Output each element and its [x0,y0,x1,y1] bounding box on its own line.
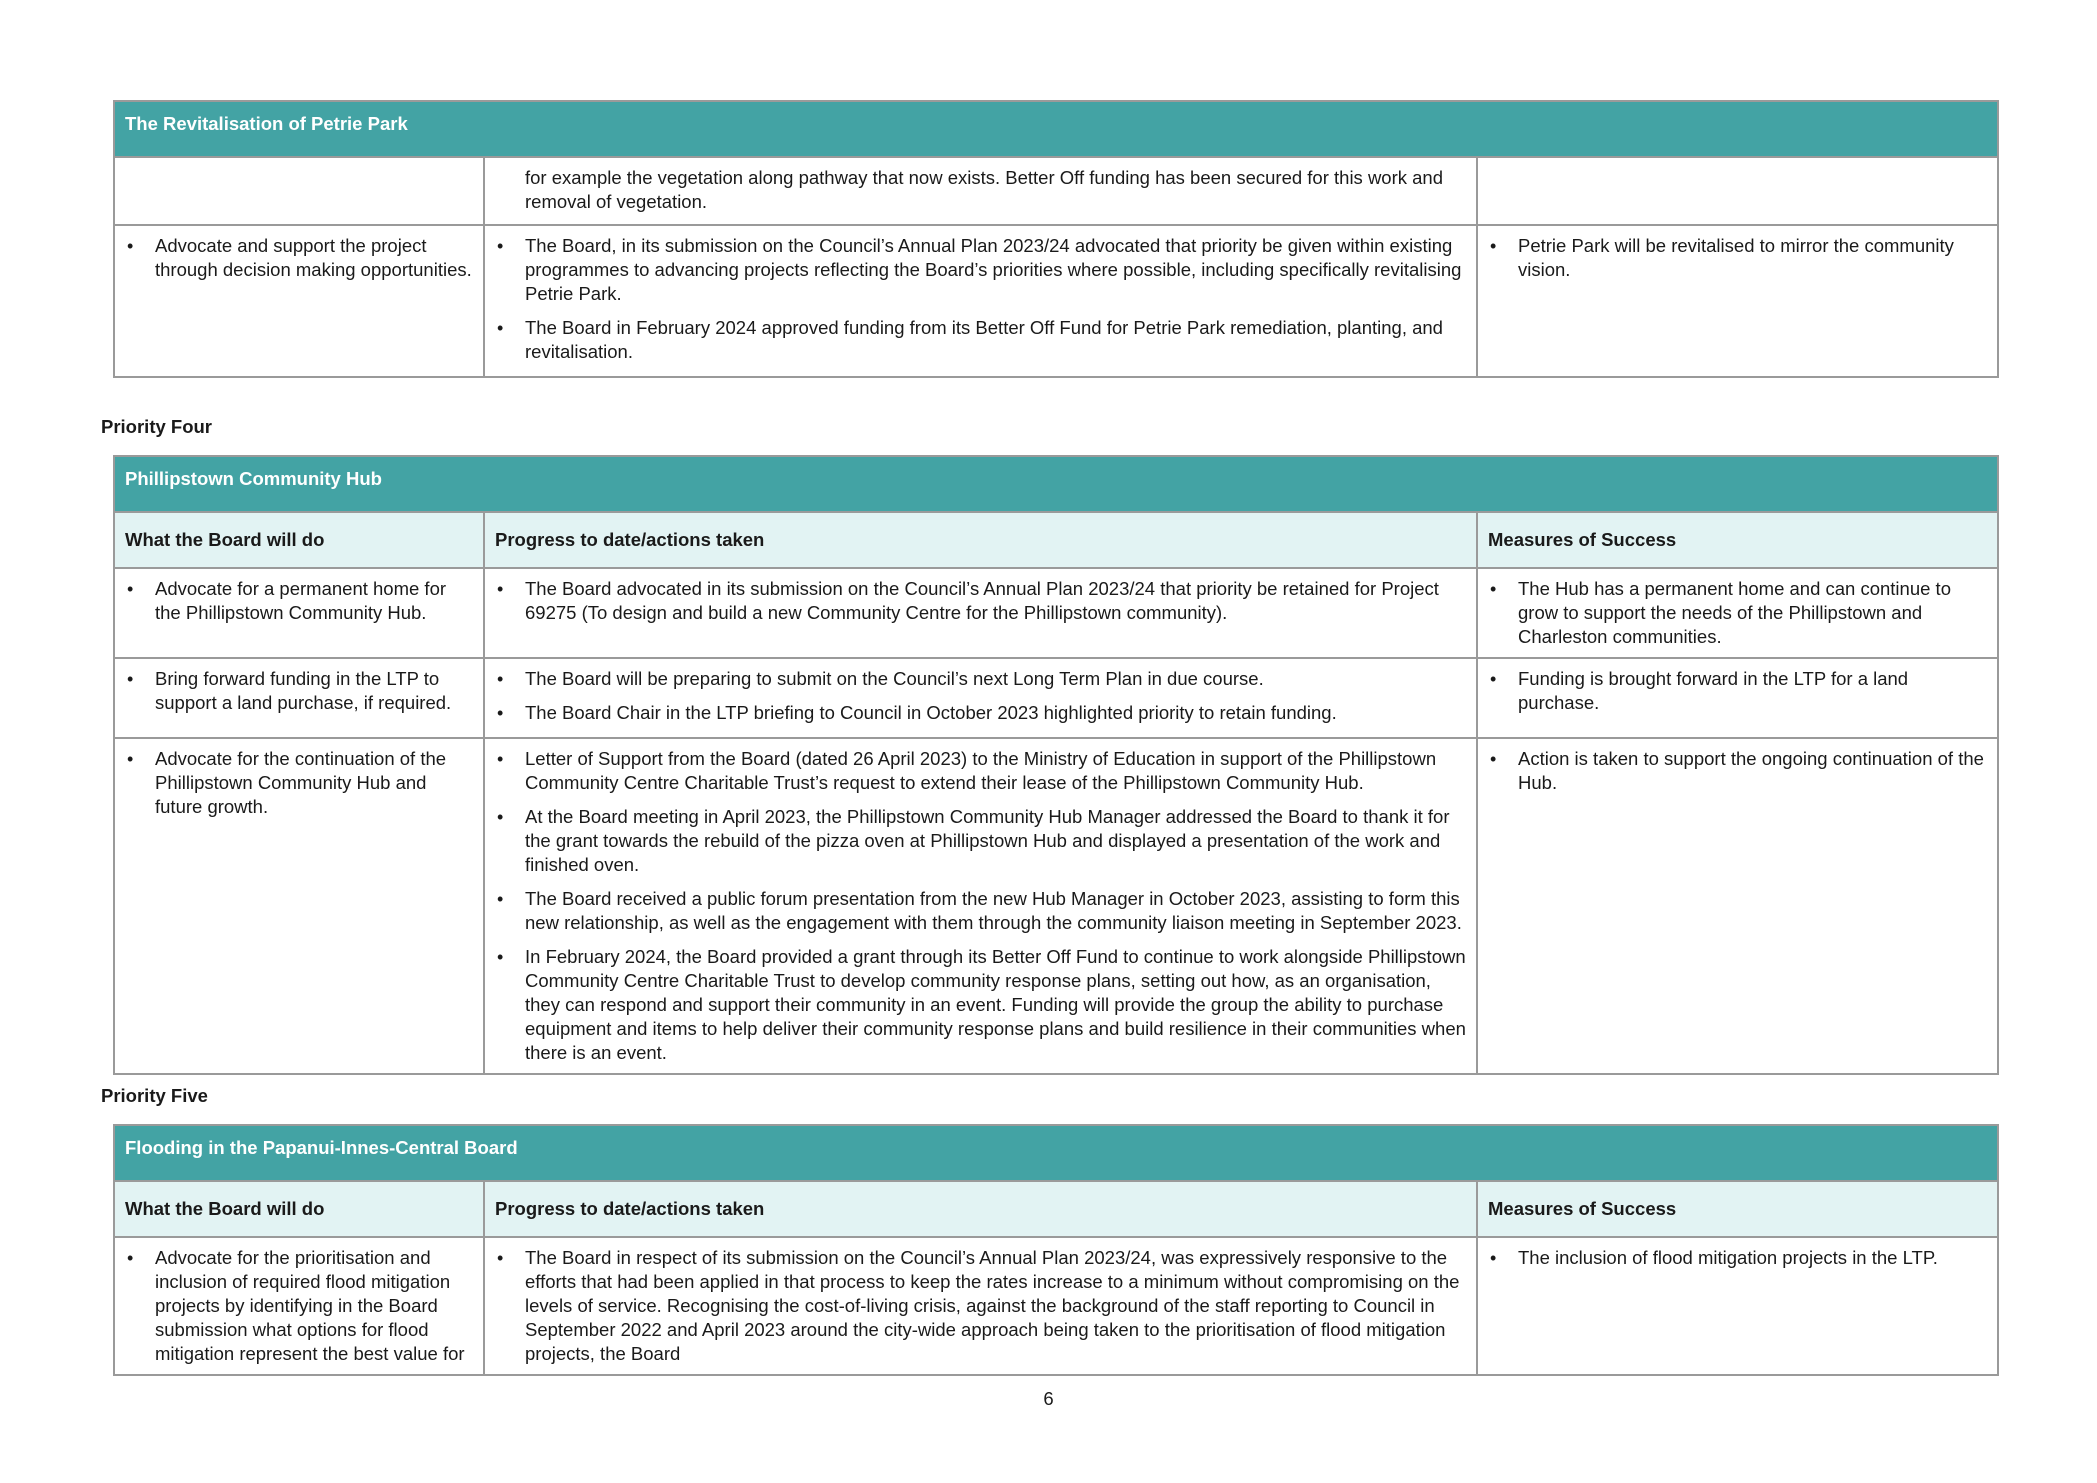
table-row [114,1237,1998,1375]
column-header: Progress to date/actions taken [484,512,1477,568]
table-row [114,738,1998,1074]
board-action-cell [114,738,484,1074]
progress-cell [484,568,1477,658]
flooding-table [113,1124,1999,1376]
list-item: • The Board advocated in its submission on the Council’s Annual Plan 2023/24 that priority be retained for Project 69275 (To design and build a new Community Centre for the Phillipstown community). [525,577,1466,625]
table-row [114,658,1998,738]
measures-cell [1477,225,1998,377]
list-item: • The Board Chair in the LTP briefing to Council in October 2023 highlighted priority to retain funding. [525,701,1466,725]
list-item: • The Board in February 2024 approved funding from its Better Off Fund for Petrie Park remediation, planting, and revitalisation. [525,316,1466,364]
list-item: • Action is taken to support the ongoing continuation of the Hub. [1518,747,1987,795]
table-title: Phillipstown Community Hub [114,456,1998,512]
list-item: • Advocate for the continuation of the Phillipstown Community Hub and future growth. [155,747,473,819]
list-item: • Advocate and support the project through decision making opportunities. [155,234,473,282]
board-action-cell [114,658,484,738]
list-item: • The Hub has a permanent home and can continue to grow to support the needs of the Phillipstown and Charleston communities. [1518,577,1987,649]
column-header: What the Board will do [114,512,484,568]
list-item: • Advocate for a permanent home for the Phillipstown Community Hub. [155,577,473,625]
list-item: • In February 2024, the Board provided a grant through its Better Off Fund to continue to work alongside Phillipstown Community Centre Charitable Trust to develop community response plans, setting out how, as an organisation, they can respond and support their community in an event. Funding will provide the group the ability to purchase equipment and items to help deliver their community response plans and build resilience in their communities when there is an event. [525,945,1466,1065]
list-item: • Bring forward funding in the LTP to support a land purchase, if required. [155,667,473,715]
list-item: • The Board will be preparing to submit on the Council’s next Long Term Plan in due course. [525,667,1466,691]
list-item: • The Board in respect of its submission on the Council’s Annual Plan 2023/24, was expressively responsive to the efforts that had been applied in that process to keep the rates increase to a minimum without compromising on the levels of service. Recognising the cost-of-living crisis, against the background of the staff reporting to Council in September 2022 and April 2023 around the city-wide approach being taken to the prioritisation of flood mitigation projects, the Board [525,1246,1466,1366]
column-header: What the Board will do [114,1181,484,1237]
table-row [114,157,1998,225]
phillipstown-hub-table [113,455,1999,1075]
progress-cell [484,1237,1477,1375]
list-item: • The inclusion of flood mitigation projects in the LTP. [1518,1246,1987,1270]
measures-cell [1477,738,1998,1074]
list-item: • The Board received a public forum presentation from the new Hub Manager in October 2023, assisting to form this new relationship, as well as the engagement with them through the community liaison meeting in September 2023. [525,887,1466,935]
priority-heading: Priority Five [101,1085,208,1106]
list-item: • Funding is brought forward in the LTP for a land purchase. [1518,667,1987,715]
list-item: • At the Board meeting in April 2023, the Phillipstown Community Hub Manager addressed the Board to thank it for the grant towards the rebuild of the pizza oven at Phillipstown Hub and displayed a presentation of the work and finished oven. [525,805,1466,877]
measures-cell [1477,1237,1998,1375]
column-header: Measures of Success [1477,1181,1998,1237]
board-action-cell [114,568,484,658]
column-header: Measures of Success [1477,512,1998,568]
measures-cell [1477,157,1998,225]
measures-cell [1477,658,1998,738]
progress-cell [484,157,1477,225]
list-item: • Letter of Support from the Board (dated 26 April 2023) to the Ministry of Education in support of the Phillipstown Community Centre Charitable Trust’s request to extend their lease of the Phillipstown Community Hub. [525,747,1466,795]
priority-heading: Priority Four [101,416,213,437]
table-row [114,225,1998,377]
progress-cell [484,658,1477,738]
page-number: 6 [1043,1388,1054,1409]
progress-cell [484,738,1477,1074]
list-item: • Petrie Park will be revitalised to mirror the community vision. [1518,234,1987,282]
table-row [114,568,1998,658]
list-item: • Advocate for the prioritisation and inclusion of required flood mitigation projects by identifying in the Board submission what options for flood mitigation represent the best value for [155,1246,473,1366]
measures-cell [1477,568,1998,658]
list-item: • The Board, in its submission on the Council’s Annual Plan 2023/24 advocated that priority be given within existing programmes to advancing projects reflecting the Board’s priorities where possible, including specifically revitalising Petrie Park. [525,234,1466,306]
continued-text: for example the vegetation along pathway that now exists. Better Off funding has been secured for this work and removal of vegetation. [525,167,1444,212]
board-action-cell [114,157,484,225]
board-action-cell [114,1237,484,1375]
table-title: Flooding in the Papanui-Innes-Central Board [114,1125,1998,1181]
table-title: The Revitalisation of Petrie Park [114,101,1998,157]
petrie-park-table [113,100,1999,378]
board-action-cell [114,225,484,377]
column-header: Progress to date/actions taken [484,1181,1477,1237]
progress-cell [484,225,1477,377]
